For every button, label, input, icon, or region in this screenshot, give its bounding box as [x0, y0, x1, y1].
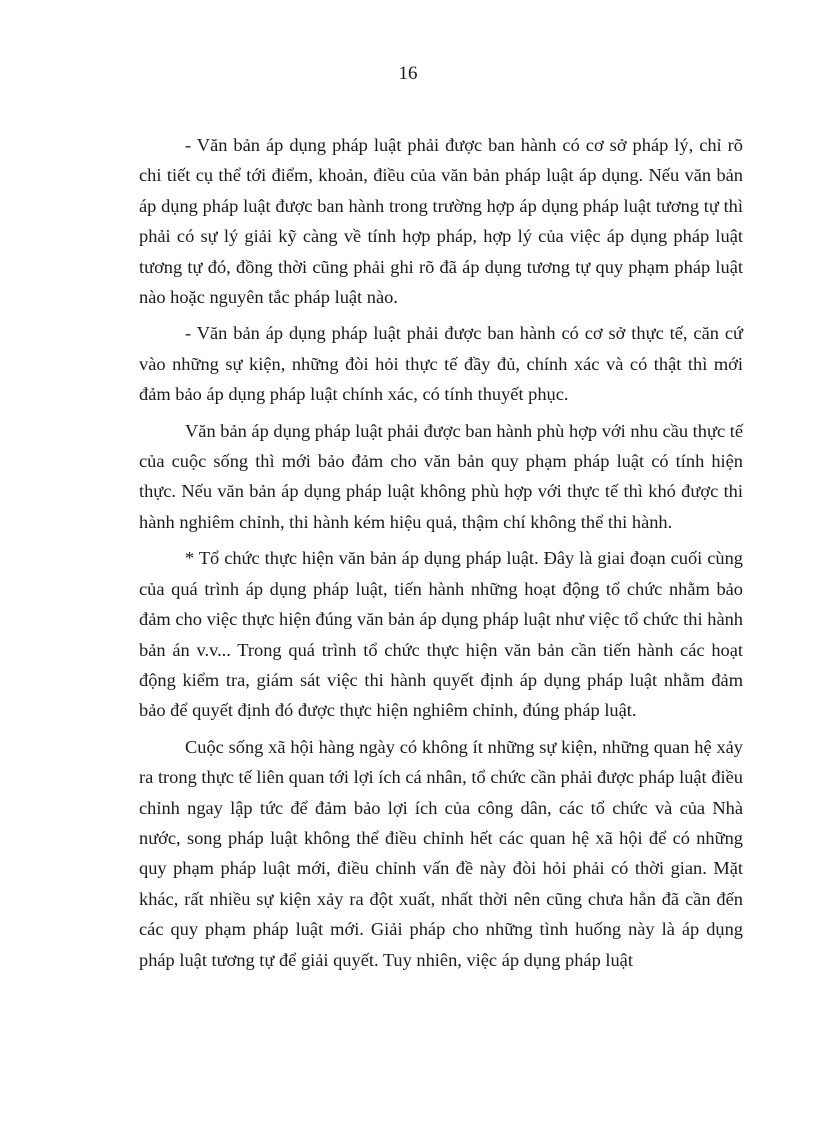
body-text: [139, 130, 743, 977]
paragraph-legal-basis: - Văn bản áp dụng pháp luật phải được ban hành có cơ sở pháp lý, chỉ rõ chi tiết cụ thể tới điểm, khoản, điều của văn bản pháp luật áp dụng. Nếu văn bản áp dụng pháp luật được ban hành trong trường hợp áp dụng pháp luật tương tự thì phải có sự lý giải kỹ càng về tính hợp pháp, hợp lý của việc áp dụng pháp luật tương tự đó, đồng thời cũng phải ghi rõ đã áp dụng tương tự quy phạm pháp luật nào hoặc nguyên tắc pháp luật nào.: [139, 135, 743, 308]
page-number: 16: [398, 63, 418, 84]
paragraph-factual-basis: - Văn bản áp dụng pháp luật phải được ban hành có cơ sở thực tế, căn cứ vào những sự kiện, những đòi hỏi thực tế đầy đủ, chính xác và có thật thì mới đảm bảo áp dụng pháp luật chính xác, có tính thuyết phục.: [139, 323, 743, 405]
paragraph-analogous-application: Cuộc sống xã hội hàng ngày có không ít những sự kiện, những quan hệ xảy ra trong thực tế liên quan tới lợi ích cá nhân, tổ chức cần phải được pháp luật điều chỉnh ngay lập tức để đảm bảo lợi ích của công dân, các tổ chức và của Nhà nước, song pháp luật không thể điều chỉnh hết các quan hệ xã hội để có những quy phạm pháp luật mới, điều chỉnh vấn đề này đòi hỏi phải có thời gian. Mặt khác, rất nhiều sự kiện xảy ra đột xuất, nhất thời nên cũng chưa hẳn đã cần đến các quy phạm pháp luật mới. Giải pháp cho những tình huống này là áp dụng pháp luật tương tự để giải quyết. Tuy nhiên, việc áp dụng pháp luật: [139, 736, 743, 970]
paragraph-implementation: * Tổ chức thực hiện văn bản áp dụng pháp luật. Đây là giai đoạn cuối cùng của quá trình áp dụng pháp luật, tiến hành những hoạt động tổ chức nhằm bảo đảm cho việc thực hiện đúng văn bản áp dụng pháp luật như việc tổ chức thi hành bản án v.v... Trong quá trình tổ chức thực hiện văn bản cần tiến hành các hoạt động kiểm tra, giám sát việc thi hành quyết định áp dụng pháp luật nhằm đảm bảo để quyết định đó được thực hiện nghiêm chỉnh, đúng pháp luật.: [139, 548, 743, 721]
paragraph-practical-needs: Văn bản áp dụng pháp luật phải được ban hành phù hợp với nhu cầu thực tế của cuộc sống thì mới bảo đảm cho văn bản quy phạm pháp luật có tính hiện thực. Nếu văn bản áp dụng pháp luật không phù hợp với thực tế thì khó được thi hành nghiêm chỉnh, thi hành kém hiệu quả, thậm chí không thể thi hành.: [139, 420, 743, 532]
